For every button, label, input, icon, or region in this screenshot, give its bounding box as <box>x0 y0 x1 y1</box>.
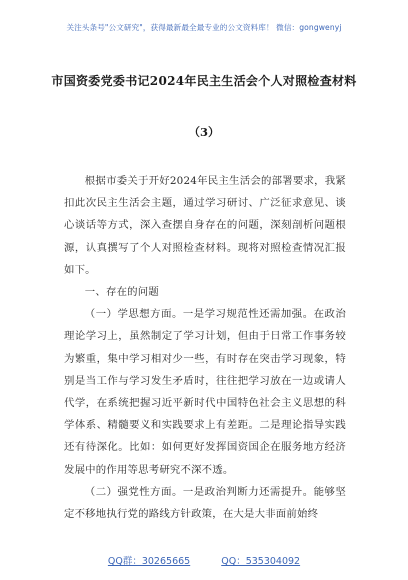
qq-contact-link[interactable]: QQ：535304092 <box>221 556 301 567</box>
body-paragraph: （二）强党性方面。一是政治判断力还需提升。能够坚定不移地执行党的路线方针政策，在大是大非面前始终 <box>64 485 346 521</box>
intro-paragraph: 根据市委关于开好2024年民主生活会的部署要求，我紧扣此次民主生活会主题，通过学习研讨、广泛征求意见、谈心谈话等方式，深入查摆自身存在的问题，深刻剖析问题根源，认真撰写了个人对照检查材料。现将对照检查情况汇报如下。 <box>64 175 346 276</box>
promo-banner[interactable] <box>0 22 408 33</box>
footer-contacts <box>0 553 408 567</box>
body-paragraph: （一）学思想方面。一是学习规范性还需加强。在政治理论学习上，虽然制定了学习计划，但由于日常工作事务较为繁重，集中学习相对少一些，有时存在突击学习现象，特别是当工作与学习发生矛盾时，往往把学习放在一边或请人代学，在系统把握习近平新时代中国特色社会主义思想的科学体系、精髓要义和实践要求上有差距。二是理论指导实践还有待深化。比如：如何更好发挥国资国企在服务地方经济发展中的作用等思考研究不深不透。 <box>64 308 346 476</box>
promo-banner-link[interactable]: 关注头条号"公文研究"，获得最新最全最专业的公文资料库！ 微信：gongwenyj <box>66 23 342 32</box>
document-title: 市国资委党委书记2024年民主生活会个人对照检查材料 <box>51 74 357 88</box>
document-body <box>64 170 346 525</box>
document-number: （3） <box>188 125 220 139</box>
section-heading: 一、存在的问题 <box>84 286 159 299</box>
qq-group-link[interactable]: QQ群：30265665 <box>107 556 191 567</box>
